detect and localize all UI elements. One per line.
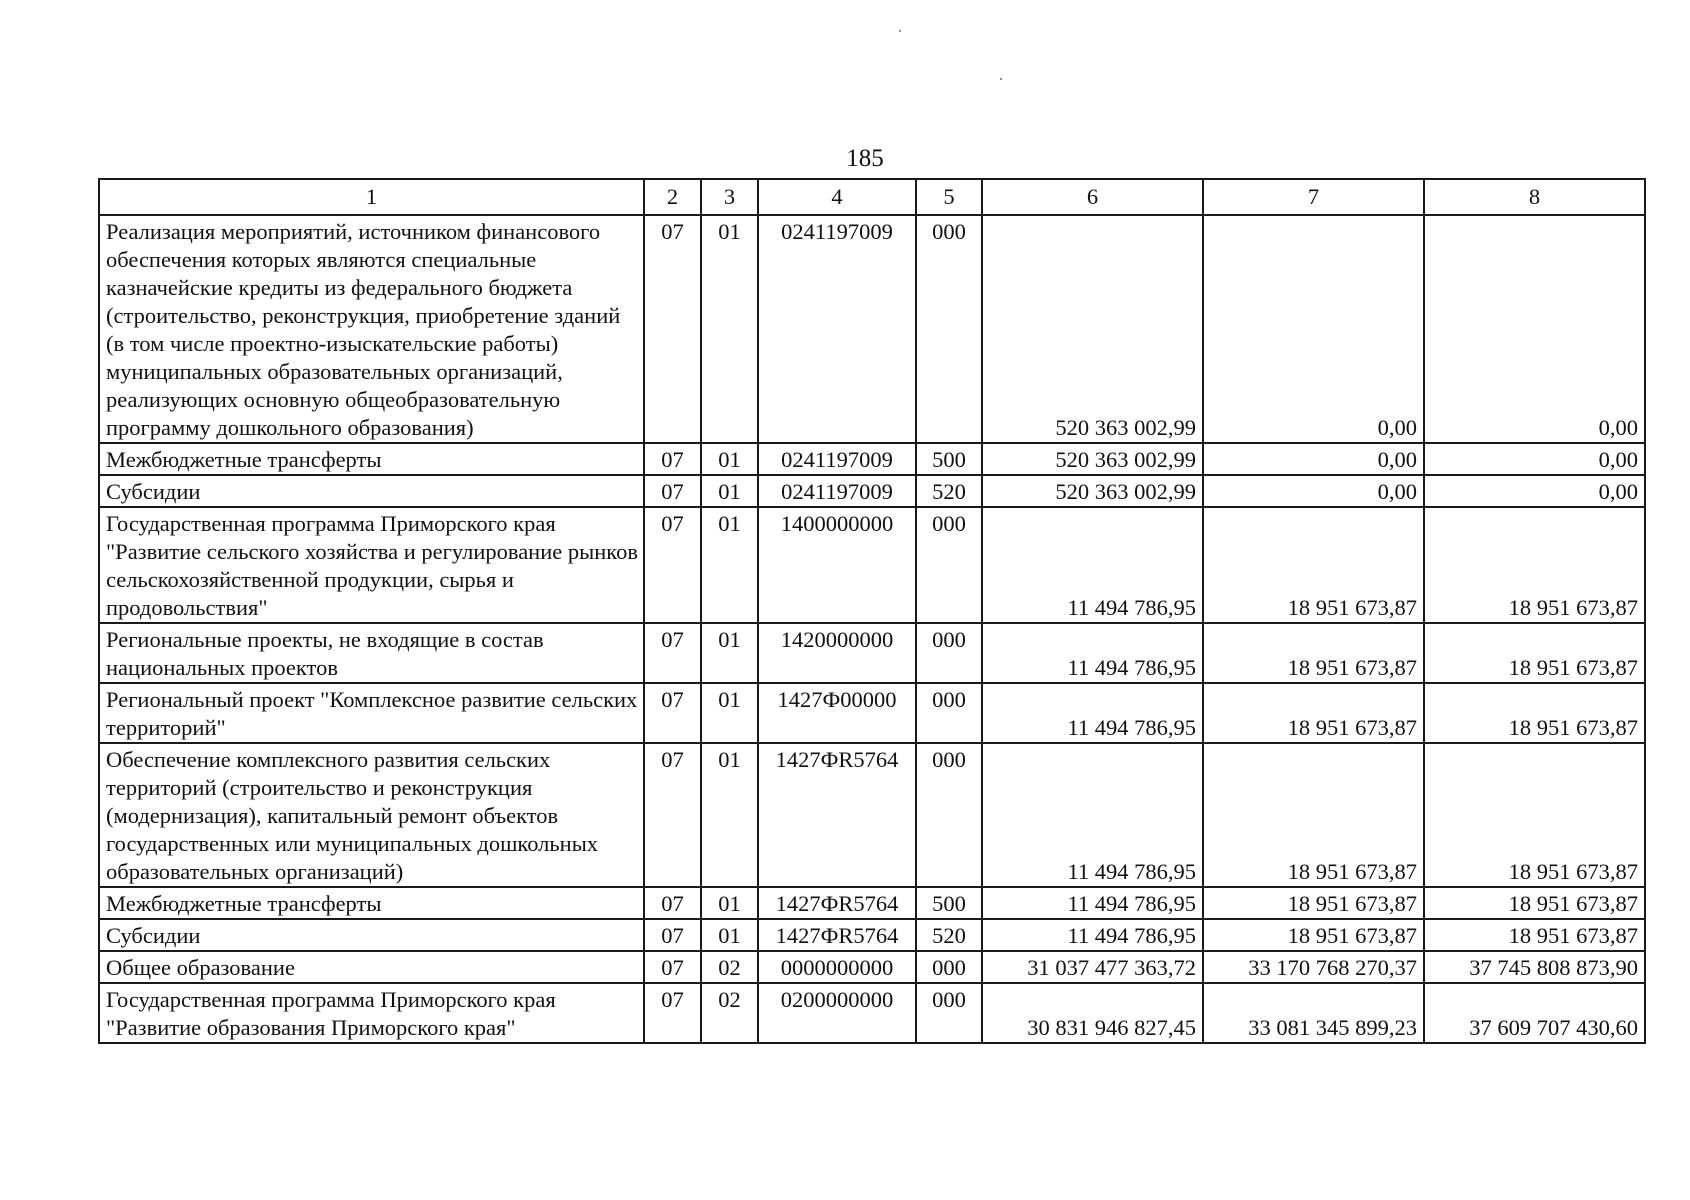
row-subsection-code: 01 [701, 919, 758, 951]
row-amount-col6: 30 831 946 827,45 [982, 983, 1203, 1043]
row-target-code: 1420000000 [758, 623, 916, 683]
row-amount-col6: 520 363 002,99 [982, 475, 1203, 507]
row-subsection-code: 01 [701, 507, 758, 623]
row-amount-col8: 18 951 673,87 [1424, 887, 1645, 919]
row-amount-col6: 11 494 786,95 [982, 683, 1203, 743]
column-header-3: 3 [701, 179, 758, 215]
row-name: Межбюджетные трансферты [99, 443, 644, 475]
table-row [99, 623, 1645, 683]
row-name: Субсидии [99, 919, 644, 951]
row-amount-col7: 0,00 [1203, 215, 1424, 443]
column-header-4: 4 [758, 179, 916, 215]
row-name: Межбюджетные трансферты [99, 887, 644, 919]
column-header-8: 8 [1424, 179, 1645, 215]
row-subsection-code: 01 [701, 743, 758, 887]
row-name: Государственная программа Приморского края "Развитие образования Приморского края" [99, 983, 644, 1043]
row-section-code: 07 [644, 887, 701, 919]
row-amount-col7: 33 081 345 899,23 [1203, 983, 1424, 1043]
table-row [99, 443, 1645, 475]
row-section-code: 07 [644, 951, 701, 983]
row-amount-col7: 18 951 673,87 [1203, 887, 1424, 919]
row-amount-col8: 18 951 673,87 [1424, 743, 1645, 887]
row-target-code: 0000000000 [758, 951, 916, 983]
row-amount-col6: 11 494 786,95 [982, 887, 1203, 919]
row-amount-col7: 18 951 673,87 [1203, 919, 1424, 951]
row-section-code: 07 [644, 683, 701, 743]
row-amount-col8: 37 745 808 873,90 [1424, 951, 1645, 983]
row-expense-type-code: 000 [916, 623, 982, 683]
table-row [99, 507, 1645, 623]
row-section-code: 07 [644, 919, 701, 951]
table-row [99, 683, 1645, 743]
row-amount-col8: 37 609 707 430,60 [1424, 983, 1645, 1043]
row-amount-col6: 31 037 477 363,72 [982, 951, 1203, 983]
row-amount-col8: 18 951 673,87 [1424, 623, 1645, 683]
row-amount-col6: 11 494 786,95 [982, 507, 1203, 623]
row-target-code: 1400000000 [758, 507, 916, 623]
row-expense-type-code: 000 [916, 683, 982, 743]
row-target-code: 1427ФR5764 [758, 887, 916, 919]
table-row [99, 743, 1645, 887]
table-row [99, 887, 1645, 919]
row-expense-type-code: 520 [916, 475, 982, 507]
row-subsection-code: 01 [701, 623, 758, 683]
row-subsection-code: 01 [701, 683, 758, 743]
page-number: 185 [846, 145, 884, 172]
table-row [99, 475, 1645, 507]
column-header-7: 7 [1203, 179, 1424, 215]
row-section-code: 07 [644, 475, 701, 507]
column-header-2: 2 [644, 179, 701, 215]
row-subsection-code: 02 [701, 951, 758, 983]
row-amount-col8: 0,00 [1424, 475, 1645, 507]
table-row [99, 215, 1645, 443]
row-expense-type-code: 500 [916, 887, 982, 919]
scan-speck [899, 30, 901, 32]
row-subsection-code: 01 [701, 887, 758, 919]
column-header-1: 1 [99, 179, 644, 215]
column-header-6: 6 [982, 179, 1203, 215]
table-header [99, 179, 1645, 215]
row-expense-type-code: 520 [916, 919, 982, 951]
row-target-code: 0241197009 [758, 215, 916, 443]
row-amount-col8: 18 951 673,87 [1424, 683, 1645, 743]
table-row [99, 983, 1645, 1043]
row-target-code: 1427ФR5764 [758, 919, 916, 951]
row-section-code: 07 [644, 443, 701, 475]
row-name: Государственная программа Приморского края "Развитие сельского хозяйства и регулирование рынков сельскохозяйственной продукции, сырья и продовольствия" [99, 507, 644, 623]
column-header-5: 5 [916, 179, 982, 215]
row-amount-col6: 11 494 786,95 [982, 623, 1203, 683]
row-expense-type-code: 000 [916, 983, 982, 1043]
budget-table [98, 178, 1646, 1044]
row-subsection-code: 01 [701, 215, 758, 443]
row-target-code: 1427ФR5764 [758, 743, 916, 887]
row-amount-col8: 0,00 [1424, 443, 1645, 475]
header-row [99, 179, 1645, 215]
row-name: Реализация мероприятий, источником финансового обеспечения которых являются специальные казначейские кредиты из федерального бюджета (строительство, реконструкция, приобретение зданий (в том числе проектно-изыскательские работы) муниципальных образовательных организаций, реализующих основную общеобразовательную программу дошкольного образования) [99, 215, 644, 443]
row-amount-col7: 0,00 [1203, 475, 1424, 507]
row-name: Общее образование [99, 951, 644, 983]
row-amount-col6: 520 363 002,99 [982, 443, 1203, 475]
row-amount-col6: 520 363 002,99 [982, 215, 1203, 443]
row-target-code: 0200000000 [758, 983, 916, 1043]
row-section-code: 07 [644, 507, 701, 623]
row-amount-col7: 18 951 673,87 [1203, 623, 1424, 683]
row-amount-col6: 11 494 786,95 [982, 743, 1203, 887]
row-expense-type-code: 000 [916, 507, 982, 623]
row-amount-col8: 18 951 673,87 [1424, 507, 1645, 623]
table-body [99, 215, 1645, 1043]
row-amount-col8: 0,00 [1424, 215, 1645, 443]
row-subsection-code: 02 [701, 983, 758, 1043]
row-section-code: 07 [644, 743, 701, 887]
row-amount-col6: 11 494 786,95 [982, 919, 1203, 951]
scan-speck [1000, 78, 1002, 80]
row-amount-col7: 18 951 673,87 [1203, 683, 1424, 743]
row-expense-type-code: 000 [916, 951, 982, 983]
row-name: Субсидии [99, 475, 644, 507]
row-amount-col7: 33 170 768 270,37 [1203, 951, 1424, 983]
table-row [99, 919, 1645, 951]
row-amount-col7: 18 951 673,87 [1203, 507, 1424, 623]
row-amount-col7: 0,00 [1203, 443, 1424, 475]
row-section-code: 07 [644, 215, 701, 443]
row-section-code: 07 [644, 983, 701, 1043]
row-target-code: 0241197009 [758, 443, 916, 475]
row-subsection-code: 01 [701, 475, 758, 507]
table-row [99, 951, 1645, 983]
row-target-code: 1427Ф00000 [758, 683, 916, 743]
row-expense-type-code: 000 [916, 215, 982, 443]
row-subsection-code: 01 [701, 443, 758, 475]
row-expense-type-code: 000 [916, 743, 982, 887]
row-target-code: 0241197009 [758, 475, 916, 507]
row-name: Региональный проект "Комплексное развитие сельских территорий" [99, 683, 644, 743]
row-expense-type-code: 500 [916, 443, 982, 475]
row-name: Обеспечение комплексного развития сельских территорий (строительство и реконструкция (модернизация), капитальный ремонт объектов государственных или муниципальных дошкольных образовательных организаций) [99, 743, 644, 887]
row-amount-col7: 18 951 673,87 [1203, 743, 1424, 887]
row-section-code: 07 [644, 623, 701, 683]
row-amount-col8: 18 951 673,87 [1424, 919, 1645, 951]
row-name: Региональные проекты, не входящие в состав национальных проектов [99, 623, 644, 683]
